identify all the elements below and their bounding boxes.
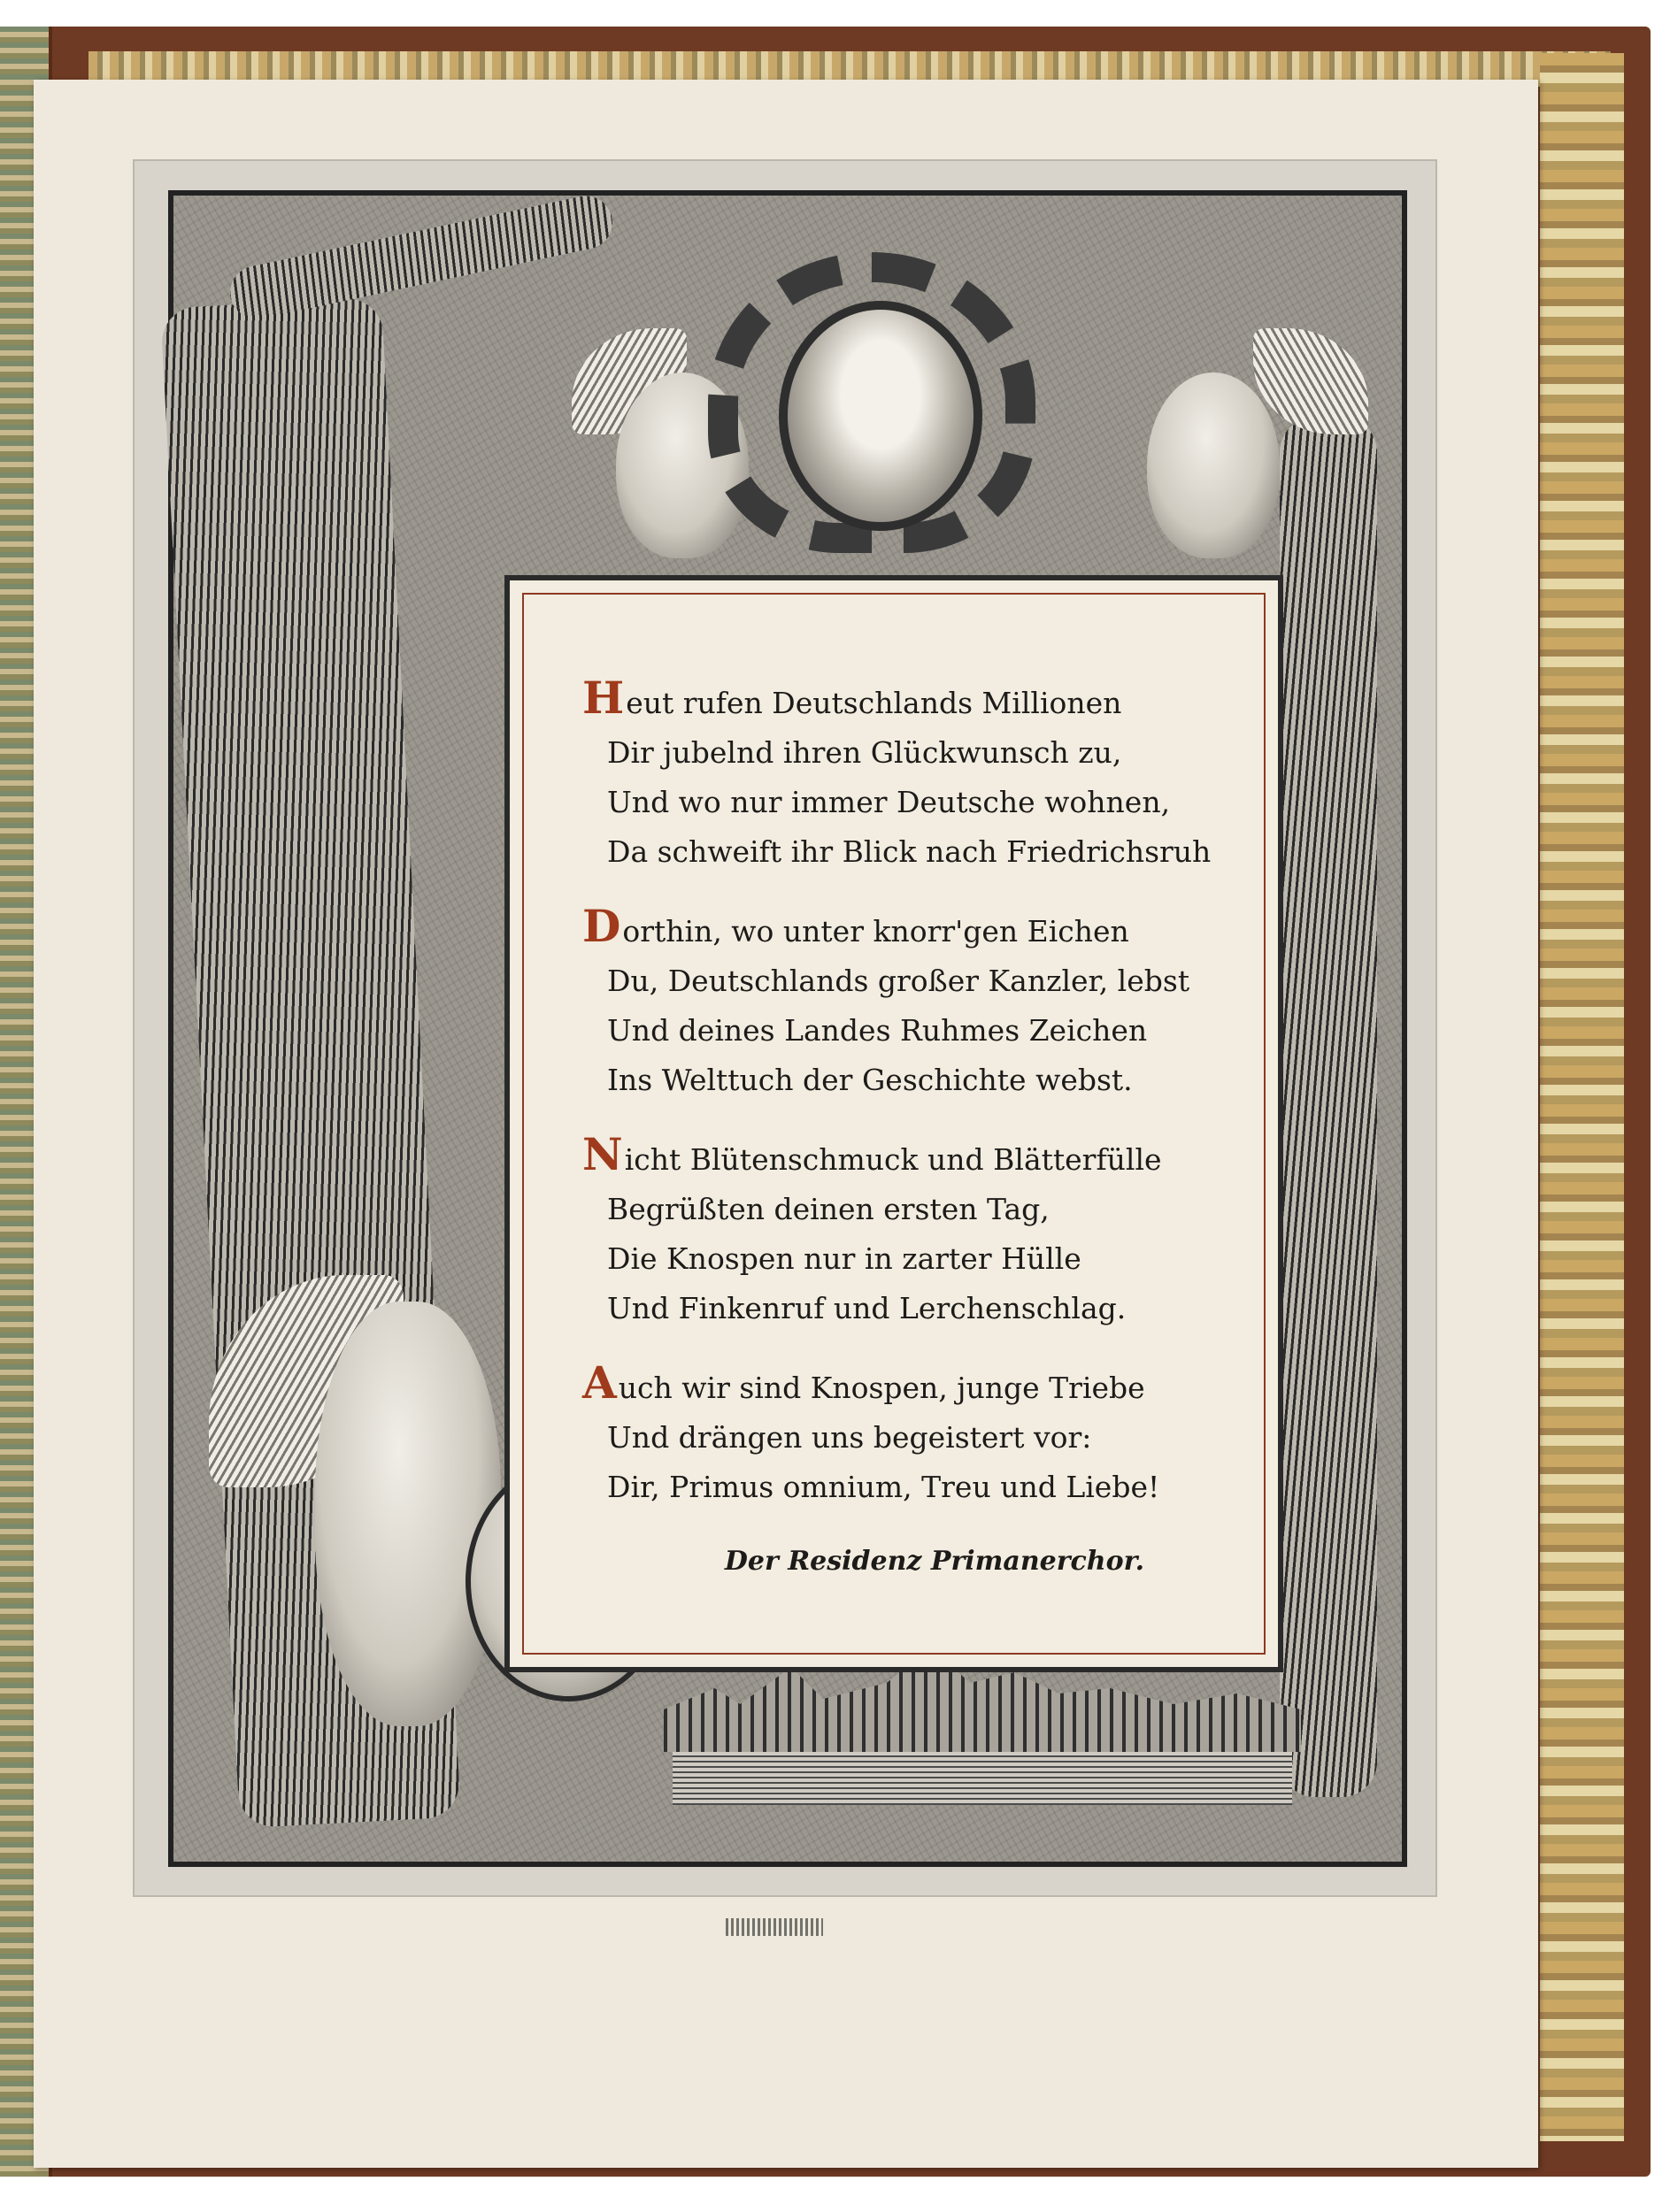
endpaper-right <box>1540 53 1624 2141</box>
initial-letter: N <box>582 1128 623 1180</box>
right-cherub-illustration <box>1147 373 1280 558</box>
poem-line: Ins Welttuch der Geschichte webst. <box>607 1063 1133 1097</box>
stanza-2 <box>582 900 1262 1105</box>
poem-line: Nicht Blütenschmuck und Blätterfülle <box>582 1128 1162 1180</box>
stanza-4 <box>582 1356 1262 1512</box>
left-branch-illustration <box>226 191 618 324</box>
poem-line: Und deines Landes Ruhmes Zeichen <box>607 1013 1148 1048</box>
poem-line: Dir jubelnd ihren Glückwunsch zu, <box>607 735 1122 770</box>
poem-line: Die Knospen nur in zarter Hülle <box>607 1241 1081 1276</box>
poem-panel <box>504 575 1283 1672</box>
poem-line: Da schweift ihr Blick nach Friedrichsruh <box>607 834 1212 869</box>
poem-line: Dir, Primus omnium, Treu und Liebe! <box>607 1470 1160 1504</box>
initial-letter: D <box>582 900 621 952</box>
initial-letter: A <box>582 1356 617 1409</box>
initial-letter: H <box>582 672 625 724</box>
river-illustration <box>673 1752 1292 1805</box>
poem-line: Du, Deutschlands großer Kanzler, lebst <box>607 964 1190 998</box>
poem-line: Auch wir sind Knospen, junge Triebe <box>582 1356 1145 1409</box>
poem-line: Und wo nur immer Deutsche wohnen, <box>607 785 1171 819</box>
portrait-medallion <box>779 301 982 531</box>
stanza-3 <box>582 1128 1262 1333</box>
poem-line: Und drängen uns begeistert vor: <box>607 1420 1092 1455</box>
poem-line: Dorthin, wo unter knorr'gen Eichen <box>582 900 1129 952</box>
engraver-mark <box>726 1918 823 1936</box>
poem-author: Der Residenz Primanerchor. <box>724 1546 1145 1577</box>
large-cherub-illustration <box>315 1302 501 1726</box>
poem-line: Begrüßten deinen ersten Tag, <box>607 1192 1050 1226</box>
right-tree-illustration <box>1280 417 1377 1797</box>
poem-line: Heut rufen Deutschlands Millionen <box>582 672 1122 724</box>
poem-text <box>582 672 1262 1577</box>
stanza-1 <box>582 672 1262 877</box>
poem-line: Und Finkenruf und Lerchenschlag. <box>607 1291 1127 1325</box>
